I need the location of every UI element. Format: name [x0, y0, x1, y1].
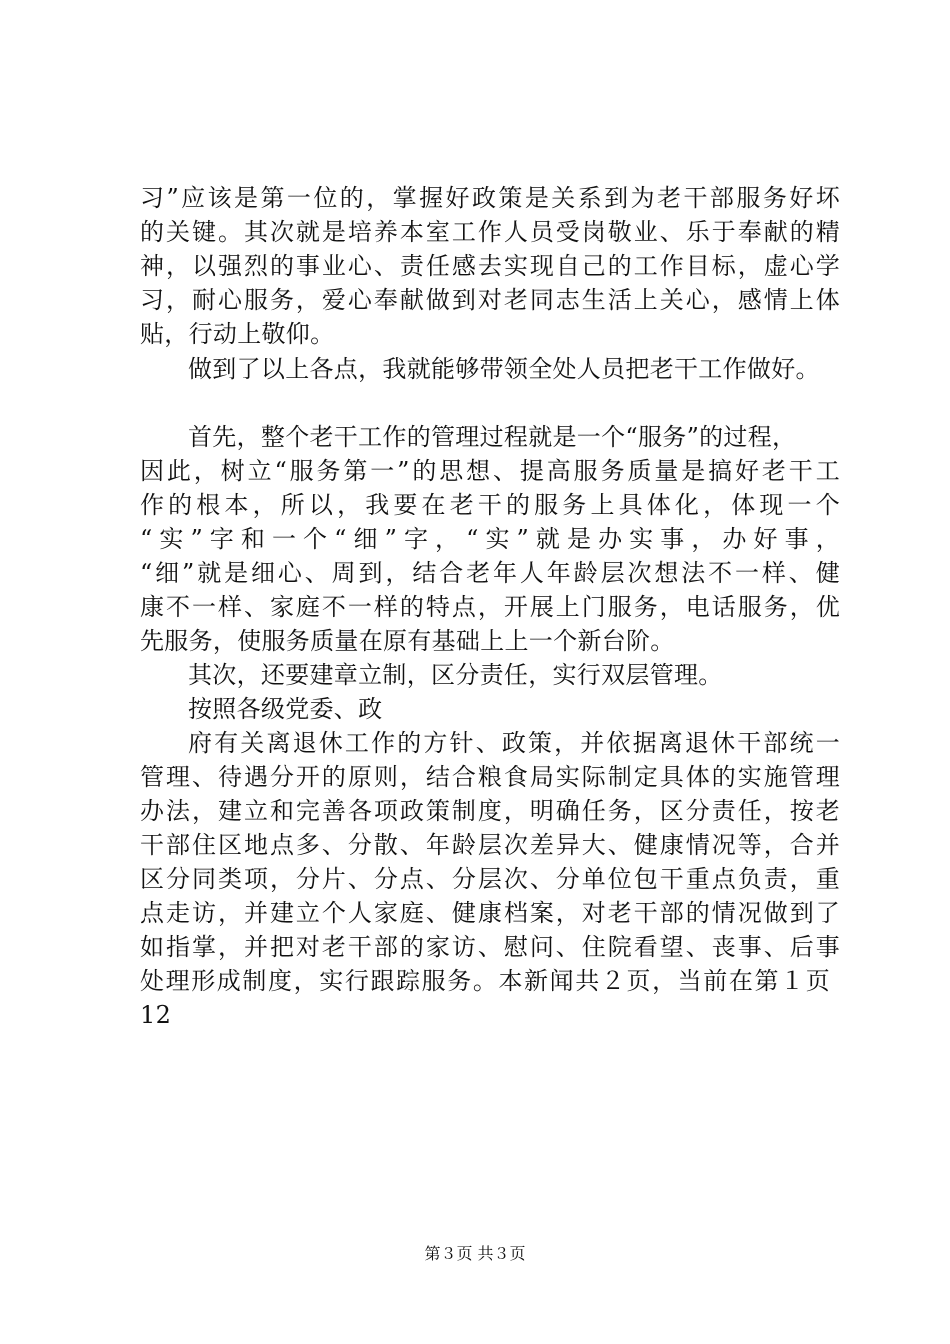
paragraph-line: 按照各级党委、政	[188, 695, 383, 723]
paragraph-line: 区分同类项，分片、分点、分层次、分单位包干重点负责，重	[140, 865, 840, 893]
paragraph-line: 12	[140, 1001, 172, 1029]
paragraph-line: 习”应该是第一位的，掌握好政策是关系到为老干部服务好坏	[140, 184, 840, 212]
paragraph-line: 习，耐心服务，爱心奉献做到对老同志生活上关心，感情上体	[140, 286, 840, 314]
paragraph-line: 贴，行动上敬仰。	[140, 320, 335, 348]
paragraph-line: “细”就是细心、周到，结合老年人年龄层次想法不一样、健	[140, 559, 840, 587]
paragraph-line: “实”字和一个“细”字，“实”就是办实事，办好事，	[140, 525, 840, 553]
paragraph-line: 先服务，使服务质量在原有基础上上一个新台阶。	[140, 627, 675, 655]
paragraph-line: 干部住区地点多、分散、年龄层次差异大、健康情况等，合并	[140, 831, 840, 859]
paragraph-line: 神，以强烈的事业心、责任感去实现自己的工作目标，虚心学	[140, 252, 840, 280]
paragraph-line: 府有关离退休工作的方针、政策，并依据离退休干部统一	[188, 729, 840, 757]
paragraph-line: 处理形成制度，实行跟踪服务。本新闻共２页，当前在第１页	[140, 967, 830, 995]
paragraph-line: 作的根本，所以，我要在老干的服务上具体化，体现一个	[140, 491, 840, 519]
paragraph-line: 办法，建立和完善各项政策制度，明确任务，区分责任，按老	[140, 797, 840, 825]
paragraph-line: 首先，整个老干工作的管理过程就是一个“服务”的过程，	[188, 423, 797, 451]
paragraph-line: 点走访，并建立个人家庭、健康档案，对老干部的情况做到了	[140, 899, 840, 927]
paragraph-line: 的关键。其次就是培养本室工作人员受岗敬业、乐于奉献的精	[140, 218, 840, 246]
paragraph-line: 做到了以上各点，我就能够带领全处人员把老干工作做好。	[188, 355, 820, 383]
page-footer: 第３页 共３页	[424, 1244, 526, 1263]
paragraph-line: 因此，树立“服务第一”的思想、提高服务质量是搞好老干工	[140, 457, 840, 485]
paragraph-line: 如指掌，并把对老干部的家访、慰问、住院看望、丧事、后事	[140, 933, 840, 961]
paragraph-line: 管理、待遇分开的原则，结合粮食局实际制定具体的实施管理	[140, 763, 840, 791]
paragraph-line: 康不一样、家庭不一样的特点，开展上门服务，电话服务，优	[140, 593, 840, 621]
paragraph-line: 其次，还要建章立制，区分责任，实行双层管理。	[188, 661, 723, 689]
